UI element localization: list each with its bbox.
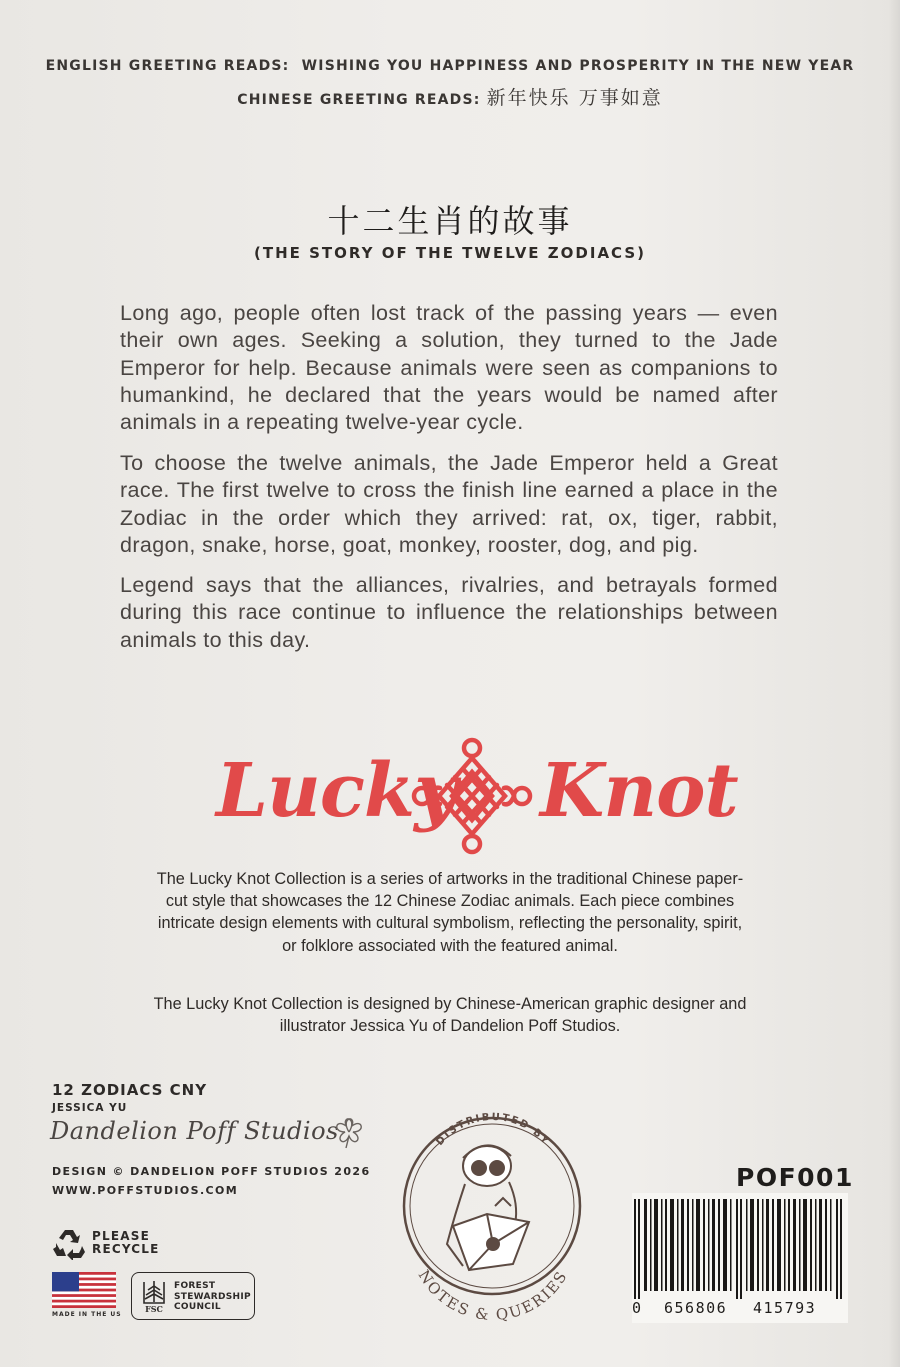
lucky-knot-logo — [0, 736, 900, 856]
fsc-label: FOREST STEWARDSHIP COUNCIL — [174, 1281, 251, 1312]
logo-word-knot: Knot — [540, 748, 738, 834]
product-author: JESSICA YU — [52, 1102, 128, 1114]
chinese-greeting-text: 新年快乐 万事如意 — [486, 87, 663, 109]
website-link[interactable]: WWW.POFFSTUDIOS.COM — [52, 1184, 239, 1197]
distributor-seal — [395, 1094, 589, 1324]
chinese-knot-icon — [410, 736, 534, 856]
barcode-block — [632, 1193, 848, 1323]
barcode-digits-right: 415793 — [753, 1299, 817, 1317]
sku-code: POF001 — [736, 1163, 854, 1192]
chinese-greeting-label: CHINESE GREETING READS: — [237, 92, 481, 108]
collection-credit: The Lucky Knot Collection is designed by Chinese-American graphic designer and illustrator Jessica Yu of Dandelion Poff Studios. — [153, 995, 747, 1036]
studio-signature: Dandelion Poff Studios — [50, 1117, 339, 1145]
english-greeting — [0, 58, 900, 74]
made-in-us-caption: MADE IN THE US — [52, 1311, 122, 1318]
recycle-icon — [52, 1228, 86, 1260]
english-greeting-label: ENGLISH GREETING READS: — [45, 58, 290, 74]
distributor-top-text: DISTRIBUTED BY — [434, 1111, 552, 1148]
copyright-line: DESIGN © DANDELION POFF STUDIOS 2026 — [52, 1165, 371, 1178]
english-greeting-text: WISHING YOU HAPPINESS AND PROSPERITY IN THE NEW YEAR — [301, 58, 855, 74]
story-paragraph: To choose the twelve animals, the Jade Emperor held a Great race. The first twelve to cross the finish line earned a place in the Zodiac in the order which they arrived: rat, ox, tiger, rabbit, dragon, snake, horse, goat, monkey, rooster, dog, and pig. — [120, 451, 778, 557]
barcode-digit: 0 — [632, 1299, 643, 1317]
fsc-badge — [131, 1272, 255, 1320]
flower-icon — [328, 1110, 370, 1152]
collection-description: The Lucky Knot Collection is a series of artworks in the traditional Chinese paper-cut style that showcases the 12 Chinese Zodiac animals. Each piece combines intricate design elements with cultural symbolism, reflecting the personality, spirit, or folklore associated with the featured animal. — [156, 870, 744, 955]
distributor-bottom-text: NOTES & QUERIES — [414, 1266, 572, 1324]
fsc-tree-icon — [139, 1278, 169, 1314]
product-title: 12 ZODIACS CNY — [52, 1081, 208, 1099]
story-title-english: (THE STORY OF THE TWELVE ZODIACS) — [254, 244, 646, 262]
story-title-chinese: 十二生肖的故事 — [327, 202, 573, 240]
fsc-logo-text: FSC — [145, 1304, 163, 1314]
frog-mail-carrier-icon — [447, 1145, 529, 1270]
story-paragraph: Long ago, people often lost track of the passing years — even their own ages. Seeking a solution, they turned to the Jade Emperor for help. Because animals were seen as companions to humankind, he declared that the years would be named after animals in a repeating twelve-year cycle. — [120, 301, 778, 435]
barcode-digits-left: 656806 — [664, 1299, 728, 1317]
chinese-greeting — [0, 83, 900, 110]
story-paragraph: Legend says that the alliances, rivalries, and betrayals formed during this race continue to influence the relationships between animals to this day. — [120, 573, 778, 652]
us-flag-icon — [52, 1272, 116, 1308]
barcode-bars — [632, 1193, 848, 1299]
logo-word-lucky: Lucky — [216, 748, 457, 834]
please-recycle-label: PLEASE RECYCLE — [92, 1229, 160, 1256]
